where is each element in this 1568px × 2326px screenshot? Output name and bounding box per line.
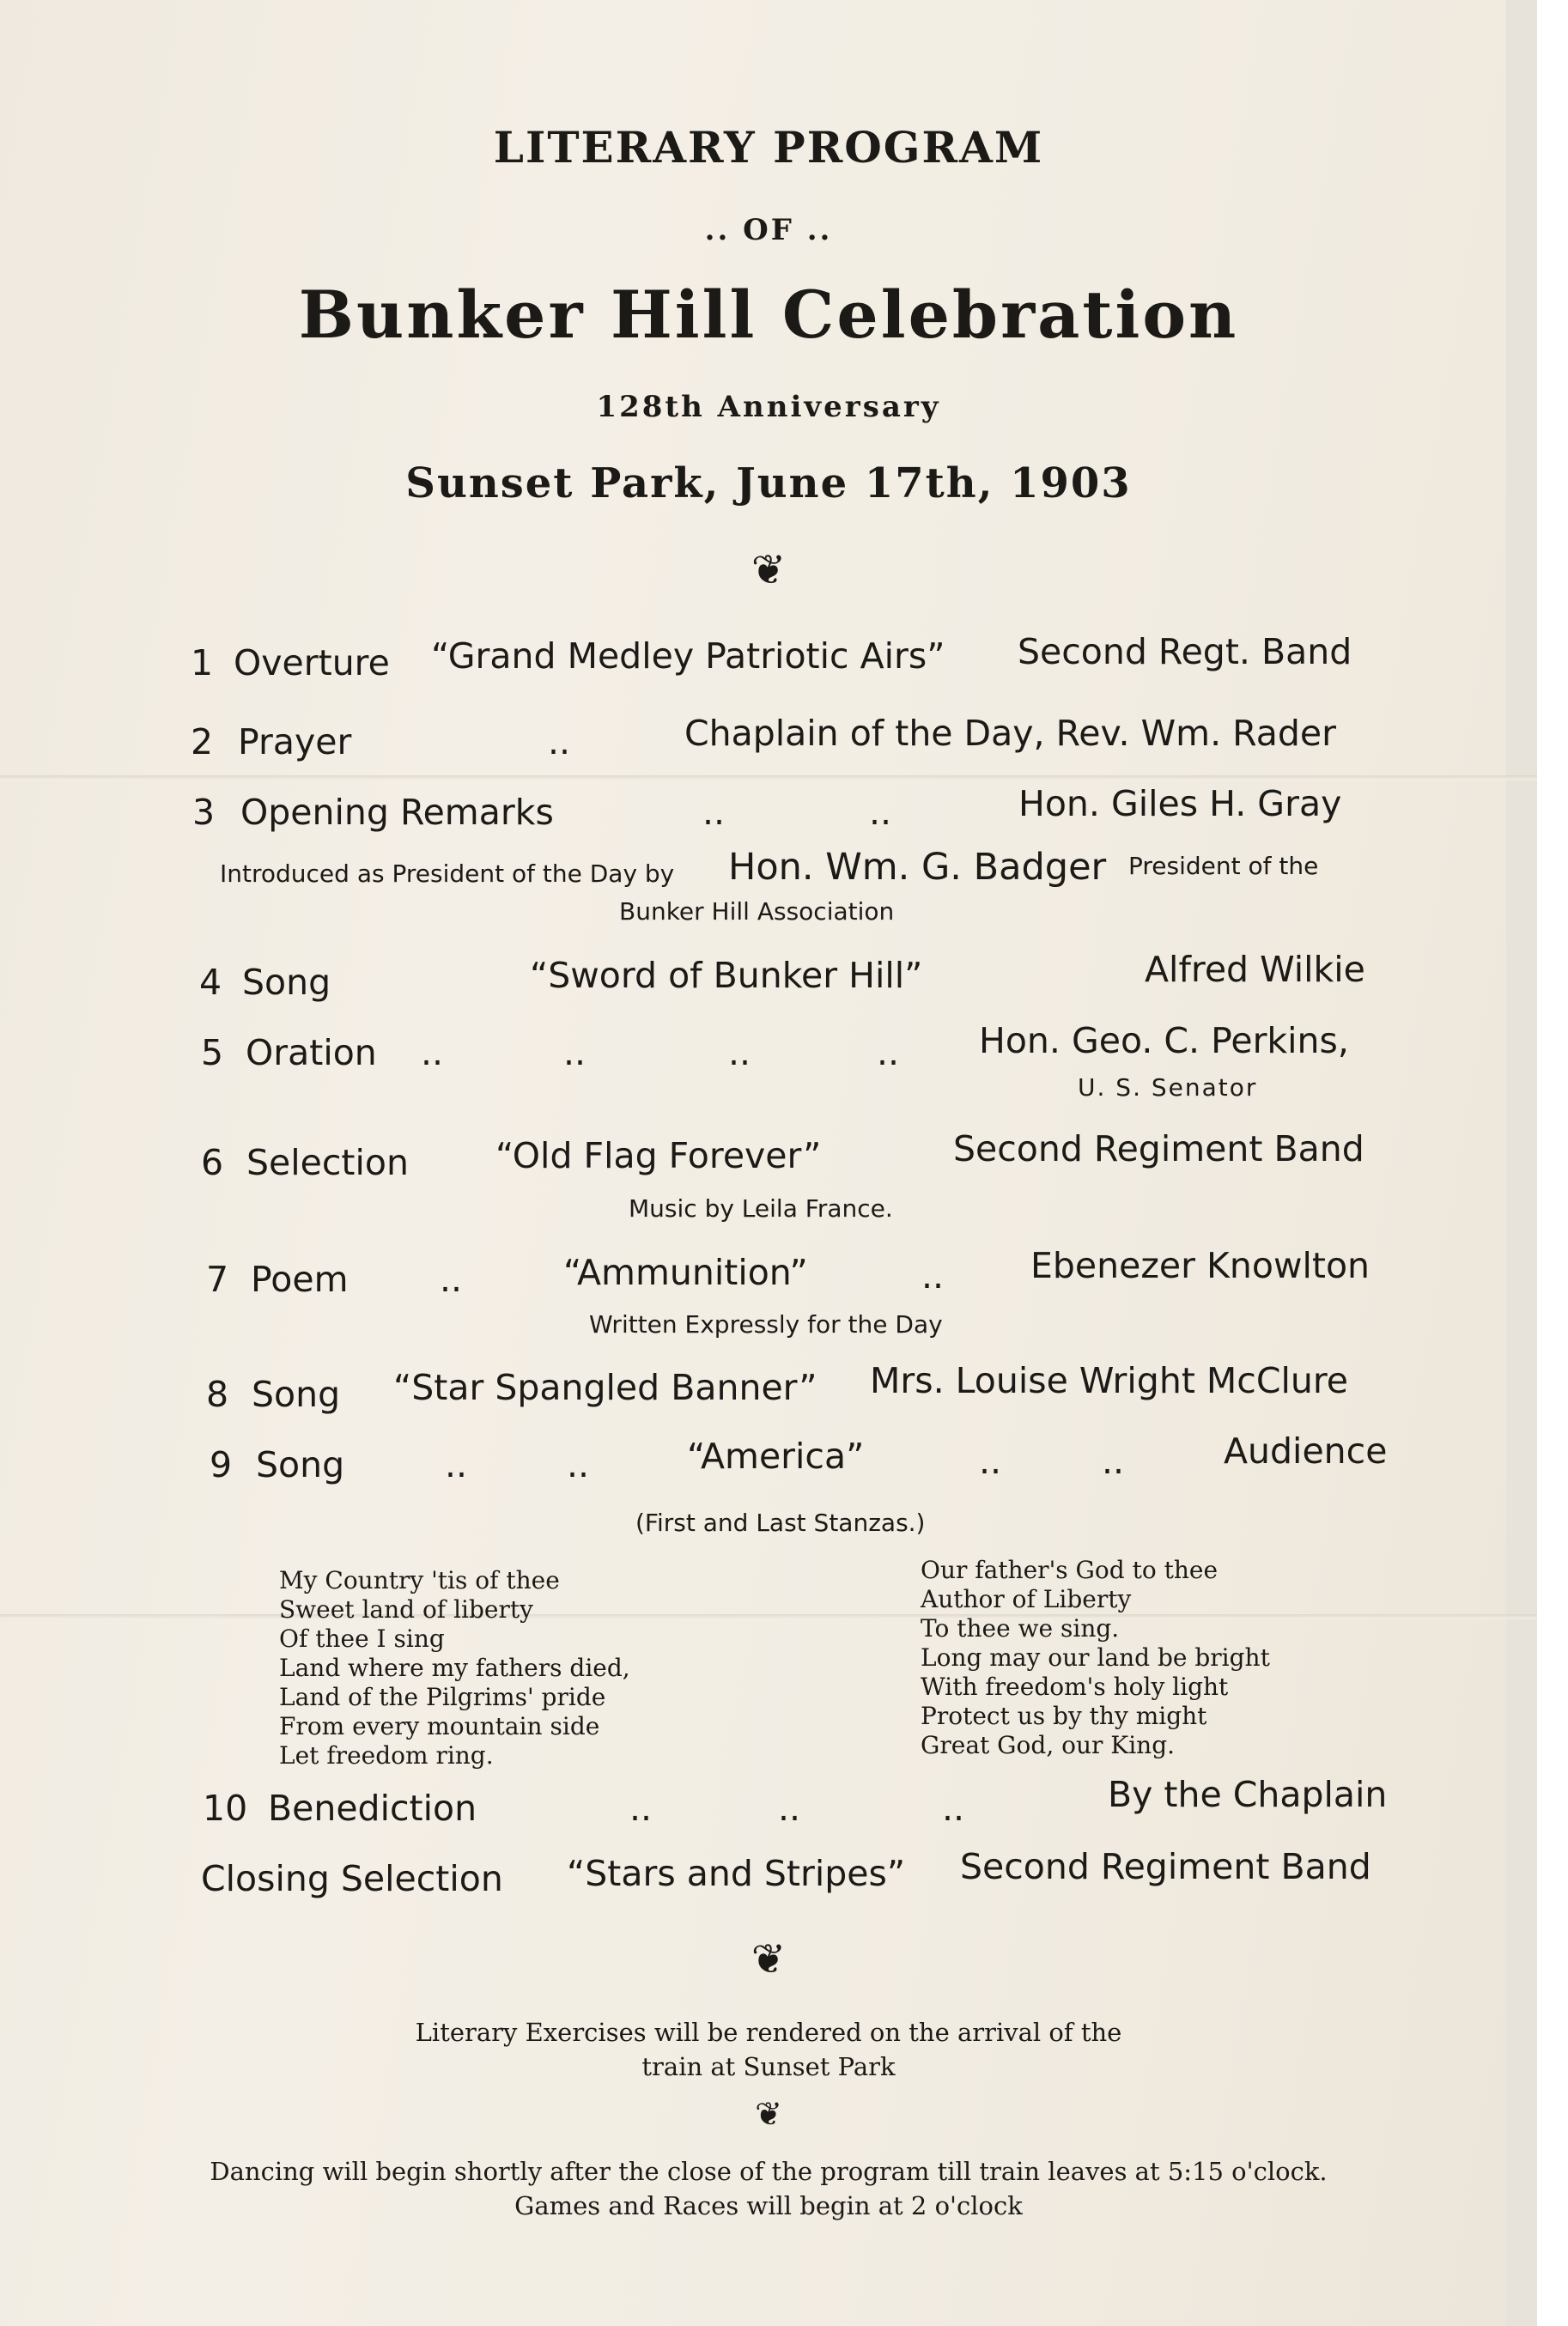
stanza-line: Our father's God to thee <box>921 1556 1219 1584</box>
dot-leader: .. <box>778 1788 801 1829</box>
item-name: Oration <box>246 1032 377 1073</box>
item-note: Music by Leila France. <box>629 1194 893 1223</box>
of-label: .. OF .. <box>704 213 833 247</box>
item-name: Song <box>242 962 331 1003</box>
item-note: Bunker Hill Association <box>619 897 895 926</box>
stanza-line: Protect us by thy might <box>921 1702 1207 1730</box>
item-performer: By the Chaplain <box>1108 1774 1388 1815</box>
stanza-line: Let freedom ring. <box>279 1741 494 1770</box>
item-name: Opening Remarks <box>240 792 554 833</box>
dot-leader: .. <box>1102 1441 1125 1482</box>
dot-leader: .. <box>942 1788 965 1829</box>
dot-leader: .. <box>421 1032 444 1073</box>
item-note: President of the <box>1128 852 1319 880</box>
stanza-line: My Country 'tis of thee <box>279 1566 560 1594</box>
dot-leader: .. <box>869 792 892 833</box>
anniversary-label: 128th Anniversary <box>596 390 941 424</box>
dot-leader: .. <box>567 1444 590 1485</box>
stanza-line: Long may our land be bright <box>921 1643 1270 1672</box>
event-title: Bunker Hill Celebration <box>298 276 1239 353</box>
item-performer: Alfred Wilkie <box>1145 949 1365 990</box>
item-title: “Grand Medley Patriotic Airs” <box>431 635 945 677</box>
item-performer: Ebenezer Knowlton <box>1030 1245 1370 1286</box>
exercises-note: Literary Exercises will be rendered on the arrival of the <box>415 2018 1122 2047</box>
item-performer: Audience <box>1224 1430 1388 1472</box>
stanza-last <box>921 1556 1270 1760</box>
ornament-icon: ❦ <box>751 1935 787 1983</box>
dot-leader: .. <box>440 1259 463 1300</box>
item-name: Selection <box>246 1142 409 1183</box>
item-name: Benediction <box>268 1788 477 1829</box>
dot-leader: .. <box>728 1032 751 1073</box>
dot-leader: .. <box>548 721 571 762</box>
fold-crease <box>0 775 1537 780</box>
stanza-line: From every mountain side <box>279 1712 600 1740</box>
item-number: 1 <box>191 642 214 683</box>
item-number: 10 <box>203 1788 248 1829</box>
ornament-icon: ❦ <box>755 2095 782 2133</box>
stanza-line: To thee we sing. <box>921 1614 1120 1643</box>
item-title: “Stars and Stripes” <box>567 1853 906 1894</box>
stanza-line: Great God, our King. <box>921 1731 1176 1759</box>
item-performer: Second Regiment Band <box>953 1128 1364 1169</box>
item-number: 8 <box>206 1374 229 1415</box>
dot-leader: .. <box>979 1441 1002 1482</box>
dot-leader: .. <box>563 1032 586 1073</box>
stanza-line: With freedom's holy light <box>921 1673 1229 1701</box>
item-name: Overture <box>234 642 390 683</box>
item-note: Written Expressly for the Day <box>589 1310 943 1339</box>
item-performer: Mrs. Louise Wright McClure <box>870 1360 1349 1401</box>
item-note: Introduced as President of the Day by <box>220 859 675 888</box>
stanza-line: Author of Liberty <box>921 1585 1132 1613</box>
dot-leader: .. <box>702 792 726 833</box>
item-number: 3 <box>192 792 216 833</box>
item-performer: Hon. Geo. C. Perkins, <box>979 1020 1349 1061</box>
item-title: “America” <box>687 1436 865 1477</box>
dot-leader: .. <box>629 1788 653 1829</box>
item-number: 6 <box>201 1142 224 1183</box>
stanza-line: Of thee I sing <box>279 1625 445 1653</box>
item-name: Poem <box>251 1259 349 1300</box>
item-note-name: Hon. Wm. G. Badger <box>728 846 1107 889</box>
dancing-note: Dancing will begin shortly after the close of the program till train leaves at 5:15 o'clock. <box>210 2157 1328 2186</box>
games-note: Games and Races will begin at 2 o'clock <box>514 2191 1023 2220</box>
item-title: “Ammunition” <box>563 1252 808 1293</box>
item-name: Prayer <box>238 721 352 762</box>
dot-leader: .. <box>877 1032 900 1073</box>
item-title: “Old Flag Forever” <box>495 1135 822 1176</box>
item-name: Closing Selection <box>201 1858 503 1899</box>
item-performer-title: U. S. Senator <box>1078 1073 1258 1102</box>
item-performer: Hon. Giles H. Gray <box>1018 783 1342 824</box>
program-title: LITERARY PROGRAM <box>493 122 1044 173</box>
stanza-first <box>279 1566 630 1770</box>
place-date: Sunset Park, June 17th, 1903 <box>405 459 1132 507</box>
item-performer: Chaplain of the Day, Rev. Wm. Rader <box>684 713 1336 754</box>
stanza-line: Land of the Pilgrims' pride <box>279 1683 606 1711</box>
item-name: Song <box>256 1444 345 1485</box>
exercises-note: train at Sunset Park <box>641 2052 896 2081</box>
item-number: 5 <box>201 1032 224 1073</box>
item-title: “Star Spangled Banner” <box>393 1367 817 1408</box>
fold-crease <box>0 1614 1537 1619</box>
dot-leader: .. <box>445 1444 468 1485</box>
dot-leader: .. <box>921 1255 945 1297</box>
stanza-line: Land where my fathers died, <box>279 1654 630 1682</box>
stanza-line: Sweet land of liberty <box>279 1595 533 1624</box>
item-note: (First and Last Stanzas.) <box>635 1509 926 1537</box>
item-name: Song <box>252 1374 341 1415</box>
item-performer: Second Regiment Band <box>960 1846 1371 1887</box>
item-title: “Sword of Bunker Hill” <box>530 955 923 996</box>
item-number: 9 <box>210 1444 233 1485</box>
item-number: 4 <box>199 962 222 1003</box>
item-performer: Second Regt. Band <box>1018 631 1352 672</box>
item-number: 7 <box>206 1259 229 1300</box>
item-number: 2 <box>191 721 214 762</box>
ornament-icon: ❦ <box>751 546 787 594</box>
